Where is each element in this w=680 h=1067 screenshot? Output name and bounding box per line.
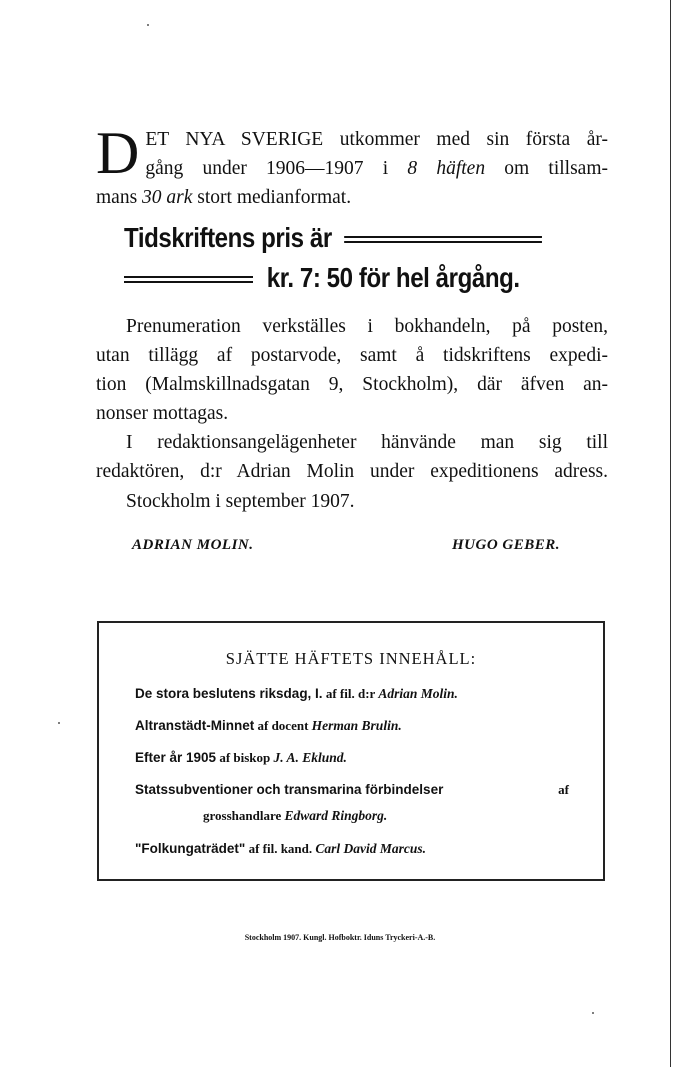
body-line: I redaktionsangelägenheter hänvände man sig till <box>126 432 608 453</box>
entry-title: De stora beslutens riksdag, I. <box>135 686 323 701</box>
entry-author: Edward Ringborg. <box>284 808 388 823</box>
entry-by: af fil. d:r <box>322 686 379 701</box>
contents-entry <box>135 841 575 858</box>
intro-line-2 <box>96 154 608 183</box>
body-line: nonser mottagas. <box>96 403 229 424</box>
entry-by: grosshandlare <box>203 808 285 823</box>
signer-right: HUGO GEBER. <box>452 537 561 553</box>
entry-by: af fil. kand. <box>245 841 316 856</box>
double-rule <box>344 236 542 243</box>
price-line-2 <box>124 262 520 294</box>
intro-paragraph <box>96 120 608 212</box>
price-line-1 <box>124 222 520 254</box>
contents-entry-continued <box>203 808 643 825</box>
intro-line-1: ET NYA SVERIGE utkommer med sin första år- <box>145 129 608 150</box>
intro-text: stort medianformat. <box>192 187 352 208</box>
intro-text: mans <box>96 187 143 208</box>
intro-text: gång under 1906—1907 i <box>145 158 408 179</box>
contents-entry <box>135 686 575 703</box>
body-line: tion (Malmskillnadsgatan 9, Stockholm), där äfven an- <box>96 374 608 395</box>
entry-title: Statssubventioner och transmarina förbindelser <box>135 782 444 797</box>
speck <box>147 24 149 26</box>
contents-box <box>97 621 605 881</box>
intro-italic: 8 häften <box>407 158 486 179</box>
signer-left: ADRIAN MOLIN. <box>132 537 254 553</box>
intro-line-3 <box>96 183 608 212</box>
entry-by: af docent <box>254 718 312 733</box>
entry-by: af biskop <box>216 750 274 765</box>
intro-italic: 30 ark <box>142 187 193 208</box>
place-date: Stockholm i september 1907. <box>126 491 355 512</box>
speck <box>592 1012 594 1014</box>
printer-imprint: Stockholm 1907. Kungl. Hofboktr. Iduns Tryckeri-A.-B. <box>244 933 436 942</box>
intro-text: om tillsam- <box>485 158 608 179</box>
entry-author: Carl David Marcus. <box>315 841 427 856</box>
contents-title: SJÄTTE HÄFTETS INNEHÅLL: <box>225 649 477 668</box>
entry-author: J. A. Eklund. <box>273 750 347 765</box>
body-line: redaktören, d:r Adrian Molin under expeditionens adress. <box>96 461 608 482</box>
entry-title: "Folkungaträdet" <box>135 841 246 856</box>
contents-entry <box>135 718 575 735</box>
page-edge-line <box>670 0 671 1067</box>
entry-title: Efter år 1905 <box>135 750 217 765</box>
body-line: utan tillägg af postarvode, samt å tidskriftens expedi- <box>96 345 608 366</box>
entry-author: Herman Brulin. <box>311 718 402 733</box>
subscription-info <box>96 312 608 486</box>
contents-entry <box>135 782 569 798</box>
price-text: Tidskriftens pris är <box>124 222 332 253</box>
double-rule <box>124 276 253 283</box>
contents-entry <box>135 750 575 767</box>
speck <box>58 722 60 724</box>
drop-cap: D <box>96 120 140 186</box>
price-text: kr. 7: 50 för hel årgång. <box>266 262 520 293</box>
entry-title: Altranstädt-Minnet <box>135 718 255 733</box>
entry-author: Adrian Molin. <box>378 686 458 701</box>
entry-by: af <box>558 782 569 797</box>
body-line: Prenumeration verkställes i bokhandeln, på posten, <box>126 316 608 337</box>
